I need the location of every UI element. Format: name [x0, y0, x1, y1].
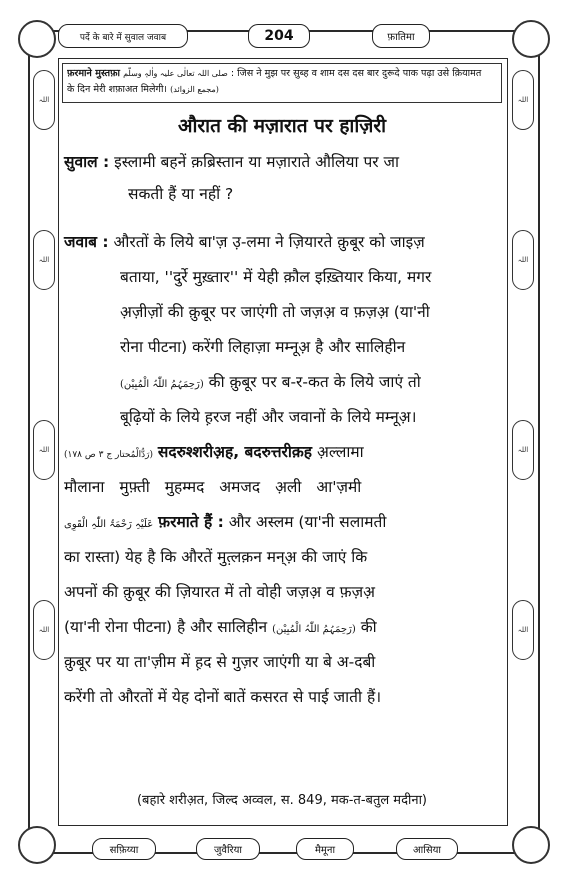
- footer-tab-1: सफ़िय्या: [92, 838, 156, 860]
- answer-line-7: [64, 440, 500, 470]
- answer-arabic-7: (رَدُّالْمُحتار ج ٣ ص ١٧٨): [64, 450, 153, 460]
- answer-text-6: बूढ़ियों के लिये ह़रज नहीं और जवानों के लिये मम्नूअ़।: [120, 408, 417, 426]
- answer-line-6: [120, 405, 556, 435]
- answer-line-4: [120, 335, 556, 365]
- answer-text-4: रोना पीटना) करेंगी लिहाज़ा मम्नूअ़ है और सालिहीन: [120, 338, 406, 356]
- footer-tab-2: जुवैरिया: [196, 838, 260, 860]
- answer-text-10: का रास्ता) येह है कि औरतें मुत़्लक़न मन्अ़ की जाएं कि: [64, 548, 368, 566]
- hadith-arabic: صلی اللہ تعالٰی علیہ واٰلہٖ وسلّم: [123, 69, 228, 78]
- footer-tab-3: मैमूना: [296, 838, 354, 860]
- answer-line-5: [120, 370, 556, 400]
- answer-text-12-end: की: [360, 618, 377, 636]
- answer-line-3: [120, 300, 556, 330]
- side-ornament-icon: اللہ: [512, 70, 534, 130]
- question-line-1: [64, 150, 500, 180]
- answer-line-13: [64, 650, 500, 680]
- answer-arabic-9: عَلَیْہِ رَحْمَۃُ اللّٰہِ الْقَوِی: [64, 519, 154, 530]
- footer-tab-4: आसिया: [396, 838, 458, 860]
- page-number: 204: [248, 24, 310, 48]
- corner-ornament-icon: [512, 20, 550, 58]
- hadith-line-2: [67, 82, 497, 98]
- source-reference: (बहारे शरीअ़त, जिल्द अव्वल, स. 849, मक-त-बतुल मदीना): [136, 793, 428, 808]
- side-ornament-icon: اللہ: [33, 230, 55, 290]
- side-ornament-icon: اللہ: [33, 70, 55, 130]
- header-chapter-tab: पर्दे के बारे में सुवाल जवाब: [58, 24, 188, 48]
- answer-text-11: अपनों की क़ुबूर की ज़ियारत में तो वोही जज़अ़ व फ़ज़अ़: [64, 583, 375, 601]
- hadith-source: (مجمع الزوائد): [170, 85, 219, 94]
- side-ornament-icon: اللہ: [33, 420, 55, 480]
- answer-line-12: [64, 615, 500, 645]
- page-title: औरात की मज़ारात पर हाज़िरी: [177, 115, 387, 137]
- side-ornament-icon: اللہ: [512, 230, 534, 290]
- answer-bold-7: सदरुश्शरीअ़ह, बदरुत्तरीक़ह: [157, 443, 313, 461]
- hadith-text: : जिस ने मुझ पर सुब्ह व शाम दस दस बार दुरूदे पाक पढ़ा उसे क़ियामत: [230, 68, 482, 79]
- answer-line-9: [64, 510, 500, 540]
- answer-label: जवाब :: [64, 233, 109, 251]
- answer-text-2: बताया, ''दुर्रे मुख़्तार'' में येही क़ौल इख़्तियार किया, मगर: [120, 268, 432, 286]
- corner-ornament-icon: [18, 20, 56, 58]
- question-line-2: [128, 182, 564, 212]
- answer-line-2: [120, 265, 556, 295]
- answer-text-9: और अस्लम (या'नी सलामती: [228, 513, 387, 531]
- question-label: सुवाल :: [64, 153, 110, 171]
- answer-bold-9: फ़रमाते हैं :: [158, 513, 224, 531]
- answer-text-8: मौलाना मुफ़्ती मुहम्मद अमजद अ़ली आ'ज़मी: [64, 478, 362, 496]
- answer-text-12: (या'नी रोना पीटना) है और सालिहीन: [64, 618, 268, 636]
- answer-arabic-5: (رَحِمَہُمُ اللّٰہُ الْمُبِیْن): [120, 379, 204, 390]
- answer-line-11: [64, 580, 500, 610]
- hadith-line-1: [67, 66, 497, 82]
- question-text-2: सकती हैं या नहीं ?: [128, 185, 234, 203]
- header-name-tab: फ़ातिमा: [372, 24, 430, 48]
- corner-ornament-icon: [18, 826, 56, 864]
- side-ornament-icon: اللہ: [512, 420, 534, 480]
- side-ornament-icon: اللہ: [33, 600, 55, 660]
- answer-line-10: [64, 545, 500, 575]
- answer-text-13: क़ुबूर पर या ता'ज़ीम में ह़द से गुज़र जाएंगी या बे अ-दबी: [64, 653, 376, 671]
- side-ornament-icon: اللہ: [512, 600, 534, 660]
- answer-text-3: अ़ज़ीज़ों की क़ुबूर पर जाएंगी तो जज़अ़ व फ़ज़अ़ (या'नी: [120, 303, 430, 321]
- answer-text-5: की क़ुबूर पर ब-र-कत के लिये जाएं तो: [208, 373, 421, 391]
- hadith-text-2: के दिन मेरी शफ़ाअत मिलेगी।: [67, 84, 168, 95]
- answer-text-1: औरतों के लिये बा'ज़ उ़-लमा ने ज़ियारते क़ुबूर को जाइज़: [113, 233, 425, 251]
- corner-ornament-icon: [512, 826, 550, 864]
- hadith-box: [62, 63, 502, 103]
- answer-text-14: करेंगी तो औरतों में येह दोनों बातें कसरत से पाई जाती हैं।: [64, 688, 382, 706]
- answer-arabic-12: (رَحِمَہُمُ اللّٰہُ الْمُبِیْن): [272, 624, 356, 635]
- answer-line-8: [64, 475, 500, 505]
- answer-text-7: अ़ल्लामा: [316, 443, 364, 461]
- hadith-label: फ़रमाने मुस्तफ़ा: [67, 68, 121, 79]
- answer-line-14: [64, 685, 500, 715]
- answer-line-1: [64, 230, 500, 260]
- question-text-1: इस्लामी बहनें क़ब्रिस्तान या मज़ाराते औलिया पर जा: [114, 153, 400, 171]
